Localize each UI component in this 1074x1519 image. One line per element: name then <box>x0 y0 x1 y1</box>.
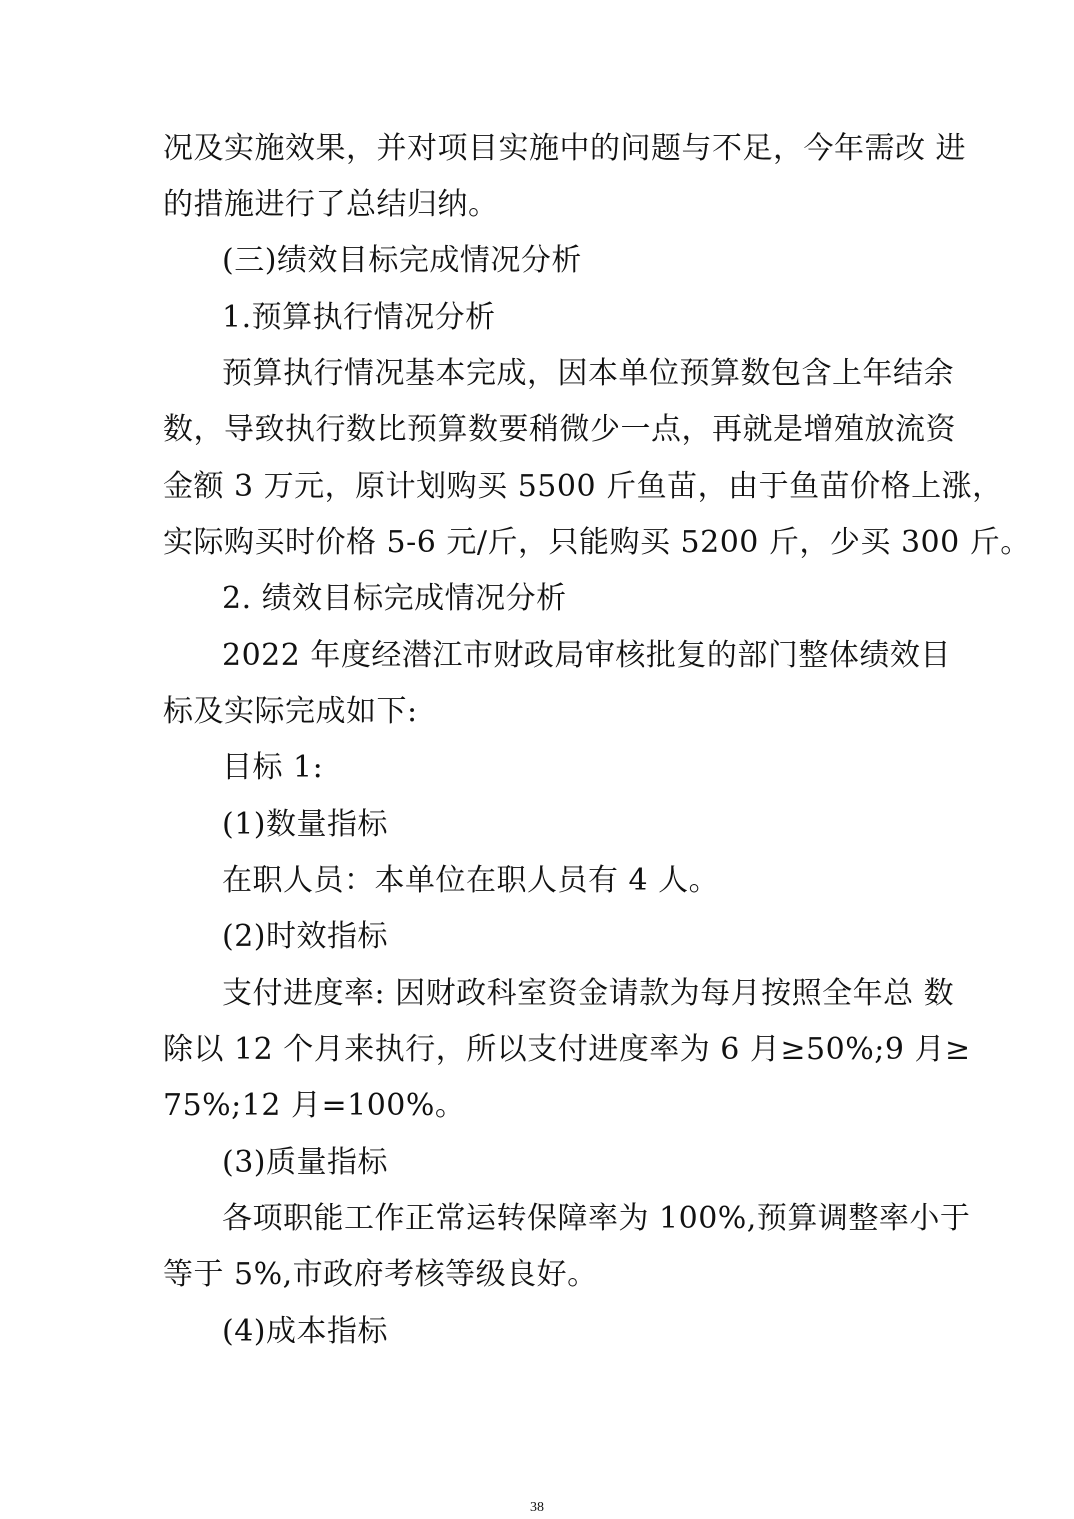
paragraph-line: 金额 3 万元，原计划购买 5500 斤鱼苗，由于鱼苗价格上涨， <box>163 469 1003 504</box>
paragraph-line: 等于 5%,市政府考核等级良好。 <box>163 1257 598 1292</box>
paragraph-line: 75%;12 月=100%。 <box>163 1088 466 1123</box>
page-number: 38 <box>530 1500 544 1515</box>
indicator-heading: (3)质量指标 <box>222 1145 388 1180</box>
paragraph-line: 数，导致执行数比预算数要稍微少一点，再就是增殖放流资 <box>163 412 956 447</box>
paragraph-line: 2022 年度经潜江市财政局审核批复的部门整体绩效目 <box>222 638 951 673</box>
indicator-heading: (1)数量指标 <box>222 807 388 842</box>
paragraph-line: 除以 12 个月来执行，所以支付进度率为 6 月≥50%;9 月≥ <box>163 1032 971 1067</box>
subsection-heading: 1.预算执行情况分析 <box>222 300 496 335</box>
goal-label: 目标 1: <box>222 750 324 785</box>
paragraph-line: 标及实际完成如下: <box>163 694 418 729</box>
subsection-heading: 2. 绩效目标完成情况分析 <box>222 581 567 616</box>
section-heading: (三)绩效目标完成情况分析 <box>222 243 582 278</box>
indicator-heading: (4)成本指标 <box>222 1314 388 1349</box>
paragraph-line: 实际购买时价格 5-6 元/斤，只能购买 5200 斤，少买 300 斤。 <box>163 525 1031 560</box>
paragraph-line: 支付进度率: 因财政科室资金请款为每月按照全年总 数 <box>222 976 955 1011</box>
paragraph-line: 况及实施效果，并对项目实施中的问题与不足，今年需改 进 <box>163 131 967 166</box>
paragraph-line: 各项职能工作正常运转保障率为 100%,预算调整率小于 <box>222 1201 971 1236</box>
paragraph-line: 在职人员：本单位在职人员有 4 人。 <box>222 863 720 898</box>
indicator-heading: (2)时效指标 <box>222 919 388 954</box>
paragraph-line: 的措施进行了总结归纳。 <box>163 187 499 222</box>
paragraph-line: 预算执行情况基本完成，因本单位预算数包含上年结余 <box>222 356 954 391</box>
